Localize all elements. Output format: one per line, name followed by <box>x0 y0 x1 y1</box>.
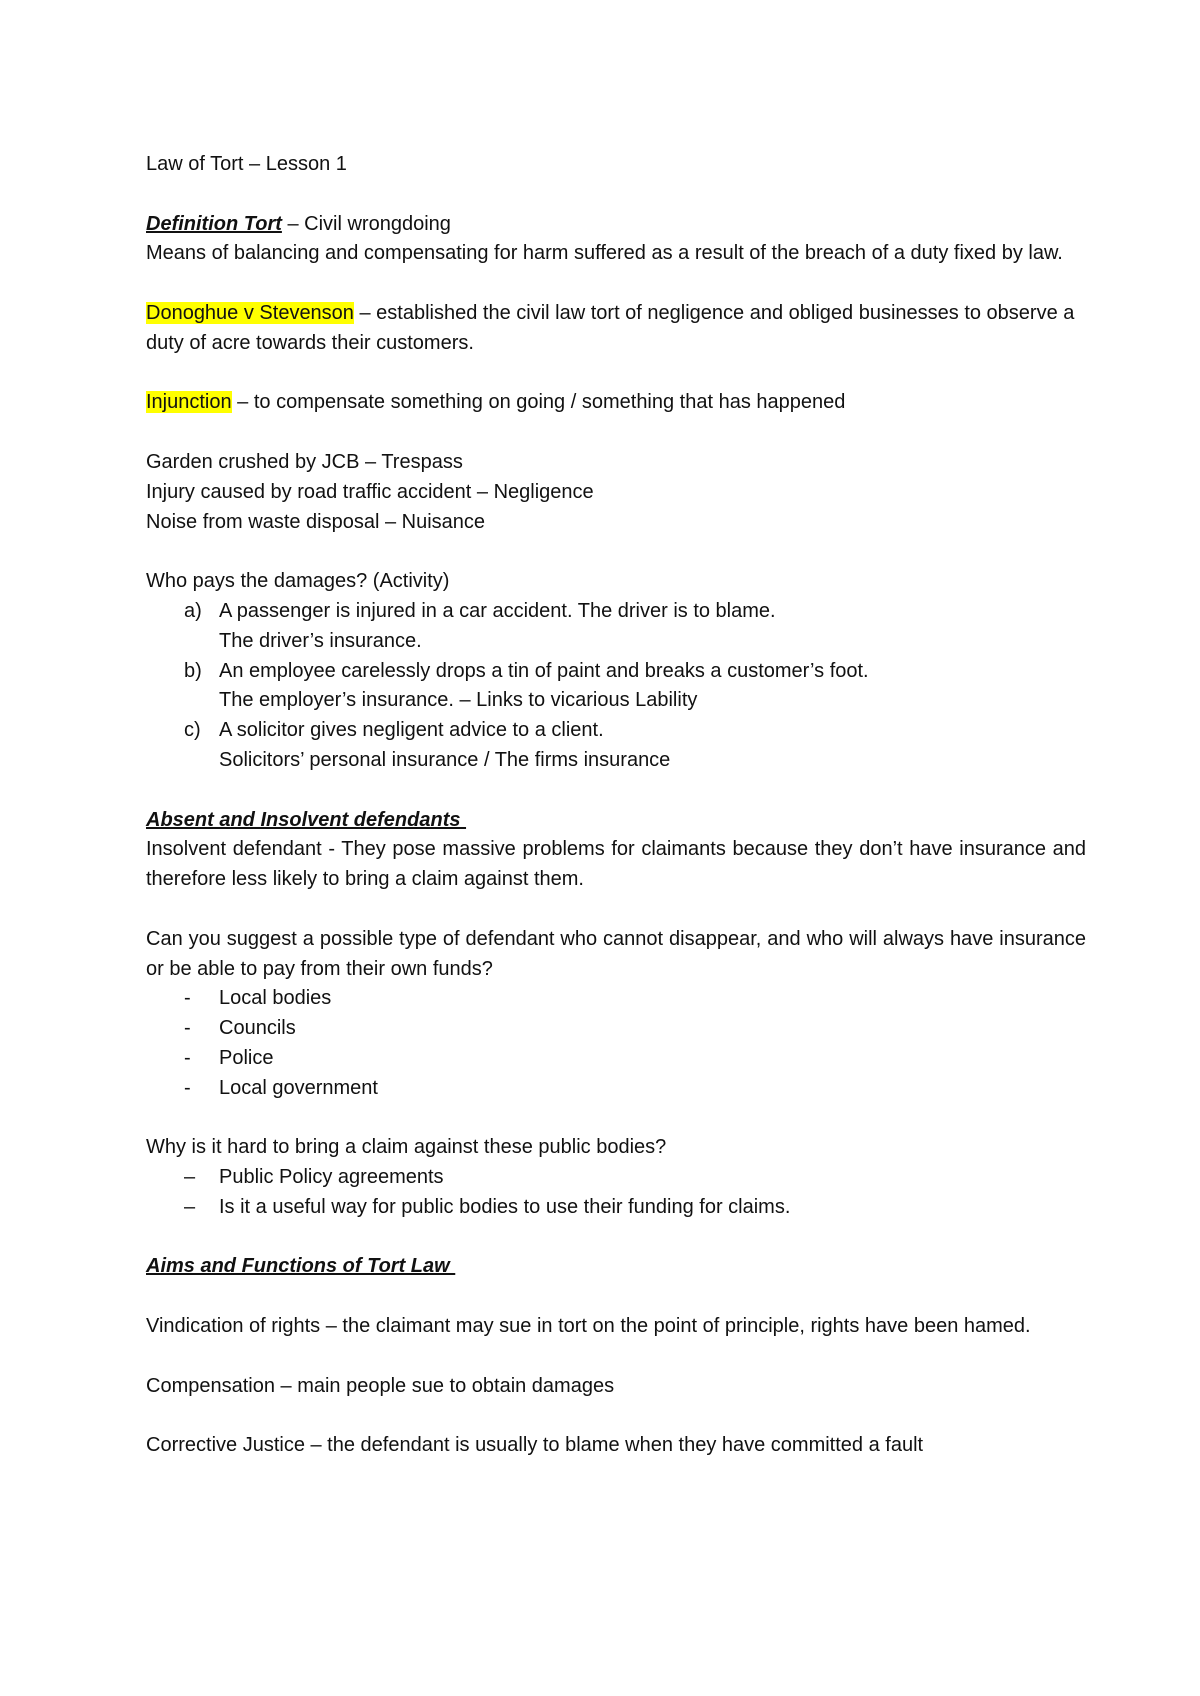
list-item-text: Public Policy agreements <box>219 1166 444 1189</box>
dash-marker: - <box>184 987 191 1010</box>
list-item <box>146 1014 1086 1044</box>
definition-rest: – Civil wrongdoing <box>281 212 451 235</box>
list-item-text: An employee carelessly drops a tin of paint and breaks a customer’s foot. <box>219 659 869 682</box>
vindication-paragraph: Vindication of rights – the claimant may sue in tort on the point of principle, rights have been hamed. <box>146 1315 1031 1338</box>
list-item-answer: The driver’s insurance. <box>219 629 422 652</box>
list-item-text: Councils <box>219 1017 296 1040</box>
list-marker: b) <box>184 659 202 682</box>
example-line: Garden crushed by JCB – Trespass <box>146 450 463 473</box>
list-item <box>146 657 1086 687</box>
page-title: Law of Tort – Lesson 1 <box>146 153 347 175</box>
example-line: Injury caused by road traffic accident – Negligence <box>146 480 594 503</box>
list-item-answer: Solicitors’ personal insurance / The firms insurance <box>219 748 671 771</box>
definition-line <box>146 210 1086 240</box>
dash-marker: – <box>184 1166 196 1189</box>
dash-marker: - <box>184 1017 191 1040</box>
list-item-text: Is it a useful way for public bodies to use their funding for claims. <box>219 1195 791 1218</box>
suggest-question: Can you suggest a possible type of defendant who cannot disappear, and who will always have insurance or be able to pay from their own funds? <box>146 927 1092 980</box>
list-marker: c) <box>184 719 201 742</box>
dash-marker: – <box>184 1195 196 1218</box>
document-body <box>146 150 1092 1461</box>
list-item <box>146 597 1086 627</box>
absent-heading: Absent and Insolvent defendants <box>146 808 467 831</box>
activity-question: Who pays the damages? (Activity) <box>146 570 450 593</box>
list-item-text: Local bodies <box>219 987 332 1010</box>
list-item-text: Police <box>219 1046 274 1069</box>
injunction-paragraph <box>146 388 1086 418</box>
list-item-text: A passenger is injured in a car accident. The driver is to blame. <box>219 599 776 622</box>
donoghue-highlight: Donoghue v Stevenson <box>146 301 354 324</box>
suggest-list <box>146 984 1086 1103</box>
list-item <box>146 1163 1086 1193</box>
compensation-paragraph: Compensation – main people sue to obtain damages <box>146 1374 615 1397</box>
why-question: Why is it hard to bring a claim against these public bodies? <box>146 1136 667 1159</box>
donoghue-paragraph <box>146 299 1086 359</box>
definition-heading: Definition Tort <box>146 212 282 235</box>
example-line: Noise from waste disposal – Nuisance <box>146 510 486 533</box>
list-item <box>146 716 1086 746</box>
list-item <box>146 1193 1086 1223</box>
list-item-answer: The employer’s insurance. – Links to vicarious Lability <box>219 689 698 712</box>
absent-body: Insolvent defendant - They pose massive problems for claimants because they don’t have insurance and therefore less likely to bring a claim against them. <box>146 838 1092 891</box>
list-marker: a) <box>184 599 202 622</box>
donoghue-rest: – established the civil law tort of negligence and obliged businesses to observe a duty of acre towards their customers. <box>146 301 1080 354</box>
activity-list <box>146 597 1086 776</box>
aims-heading: Aims and Functions of Tort Law <box>146 1255 456 1278</box>
dash-marker: - <box>184 1046 191 1069</box>
list-item-text: Local government <box>219 1076 378 1099</box>
dash-marker: - <box>184 1076 191 1099</box>
corrective-paragraph: Corrective Justice – the defendant is usually to blame when they have committed a fault <box>146 1434 924 1457</box>
list-item-text: A solicitor gives negligent advice to a client. <box>219 719 604 742</box>
injunction-highlight: Injunction <box>146 391 232 414</box>
definition-body: Means of balancing and compensating for harm suffered as a result of the breach of a duty fixed by law. <box>146 242 1063 265</box>
list-item <box>146 984 1086 1014</box>
list-item <box>146 1044 1086 1074</box>
injunction-rest: – to compensate something on going / something that has happened <box>231 391 846 414</box>
list-item <box>146 1074 1086 1104</box>
why-list <box>146 1163 1086 1223</box>
